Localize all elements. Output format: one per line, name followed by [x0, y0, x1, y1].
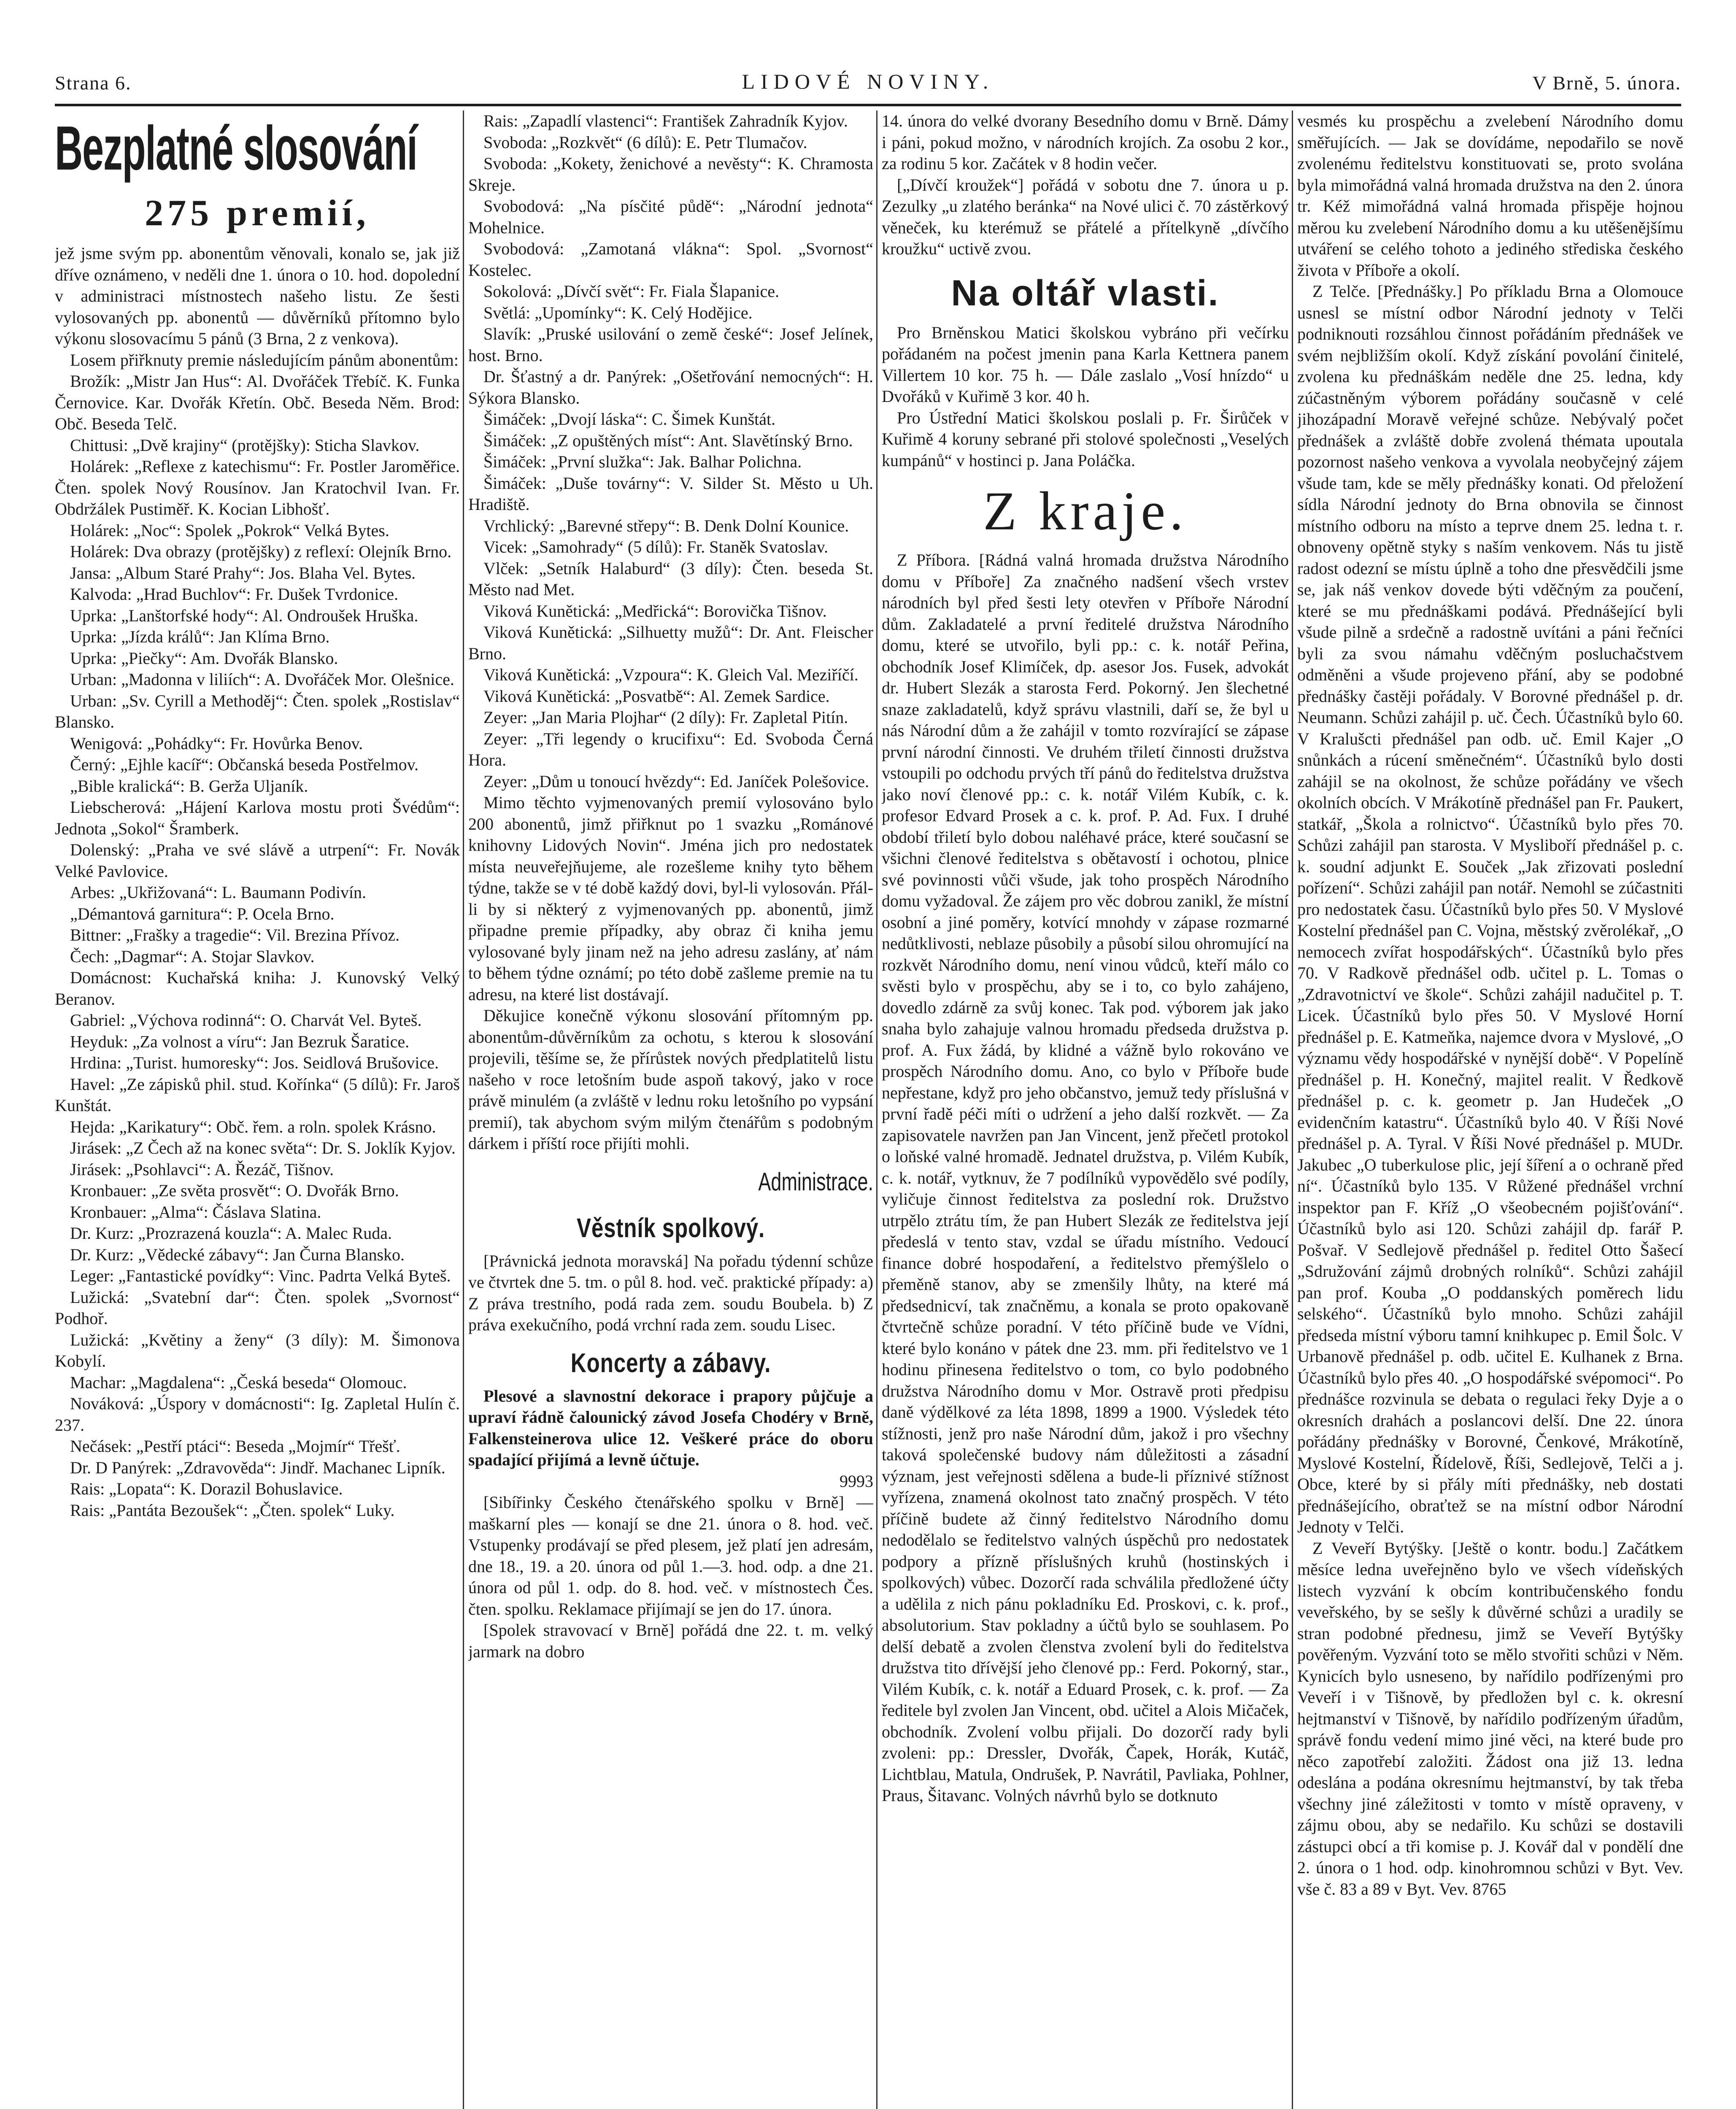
list-item: Holárek: „Reflexe z katechismu“: Fr. Postler Jaroměřice. Čten. spolek Nový Rousínov. Jan Kratochvil Ivan. Fr. Obdržálek Pustiměř. K. Kocian Libhošť. [55, 457, 460, 518]
article-paragraph: [Právnická jednota moravská] Na pořadu týdenní schůze ve čtvrtek dne 5. tm. o půl 8. hod. več. praktické případy: a) Z práva trestního, podá rada zem. soudu Boubela. b) Z práva exekučního, podá vrchní rada zem. soudu Lisec. [468, 1251, 873, 1334]
article-paragraph: Mimo těchto vyjmenovaných premií vylosováno bylo 200 abonentů, jimž přiřknut po 1 svazku „Románové knihovny Lidových Novin“. Jména jich pro nedostatek místa neuveřejňujeme, ale rozešleme knihy tyto během týdne, takže se v té době každý dovi, byl-li vylosován. Přál-li by si některý z vyjmenovaných pp. abonentů, jimž připadne premie případky, aby obraz či kniha jemu vylosované byly jinam než na jeho adresu zaslány, ať nám to během týdne oznámí; po této době zašleme premie na tu adresu, na které list dostávají. [468, 793, 873, 1004]
list-item: Jirásek: „Z Čech až na konec světa“: Dr. S. Joklík Kyjov. [70, 1138, 456, 1157]
article-paragraph: Losem přiřknuty premie následujícím pánům abonentům: [70, 350, 459, 369]
section-heading-oltar: Na oltář vlasti. [951, 272, 1220, 313]
article-paragraph: Děkujice konečně výkonu slosování přítomným pp. abonentům-důvěrníkům za ochotu, s kterou k slosování projevili, těšíme se, že přírůstek nových předplatitelů listu našeho v roce letošním bude aspoň takový, jako v roce právě minulém (a zvláště v lednu roku letošního po vypsání premií), tak abychom svým milým čtenářům s podobným dárkem i příští roce přijíti mohli. [468, 1006, 873, 1153]
list-item: Jirásek: „Psohlavci“: A. Řezáč, Tišnov. [70, 1160, 334, 1179]
article-paragraph: 14. února do velké dvorany Besedního domu v Brně. Dámy i páni, pokud možno, v národních krojích. Za osobu 2 kor., za rodinu 5 kor. Začátek v 8 hodin večer. [882, 111, 1289, 173]
article-paragraph: Z Příbora. [Rádná valná hromada družstva Národního domu v Příboře] Za značného nadšení všech vrstev národních byl před šesti lety otevřen v Příboře Národní dům. Zakladatelé a první ředitelé družstva Národního domu, které se utvořilo, byli pp.: c. k. notář Peřina, obchodník Josef Klimíček, dp. asesor Jos. Fusek, advokát dr. Hubert Slezák a starosta Ferd. Pokorný. Jen šlechetné snaze zakladatelů, když správu vlastnili, daří se, že byl u nás Národní dům a že zahájil v tomto rozvírající se zápase první národní činnosti. Ve druhém třiletí činnosti družstva vstoupili po odchodu prvých tří pánů do ředitelstva družstva jako noví členové pp.: c. k. notář Vilém Kubík, c. k. profesor Edvard Prosek a c. k. prof. P. Ad. Fux. I druhé období třiletí bylo dobou naléhavé práce, které současní se všichni členové ředitelstva s obětavostí i ochotou, plnice své povinnosti vůči všude, jak toho prospěch Národního domu vyžadoval. Že zájem pro věc dobrou zanikl, že místní osobní a jiné poměry, kotvící mnohdy v zápase rozmarné nedůtklivosti, neblaze působily a působí silou ohromující na rozkvět Národního domu, není vinou vůdců, kteří málo co svěsti bylo v prospěchu, aby se i to, co bylo zahájeno, dovedlo zdárně za svůj konec. Tak pod. výborem jak jako snaha bylo zahajuje valnou hromadu předseda družstva p. prof. A. Fux žádá, by klidné a vážně bylo rokováno ve prospěch Národního domu. Ano, co bylo v Příboře bude nepřestane, když pro jeho občanstvo, jemuž tedy příslušná v první řadě péči míti o udržení a jeho další rozkvět. — Za zapisovatele navržen pan Jan Vincent, jenž přečetl protokol o loňské valné hromadě. Jednatel družstva, p. Vilém Kubík, c. k. notář, vytknuv, že 7 podílníků vypovědělo své podíly, vyličuje činnost ředitelstva za poslední rok. Družstvo utrpělo ztrátu tím, že pan Hubert Slezák ze ředitelstva její předeslá v tento stav, vzdal se úřadu místního. Vedoucí finance dobré hospodaření, a ředitelstvo přemýšlelo o přeměně stanov, aby se zmenšily lhůty, na které má předsednicví, tak značněmu, a konala se proto opakovaně čtvrtečně schůze poradní. V této příčině bude ve Vídni, které bylo konáno v pátek dne 23. mm. při ředitelstvo ve 1 hodinu přinesena ředitelstvo o tom, co bylo podobného družstva Národního domu v Mor. Ostravě proti předpisu daně výdělkové za léta 1898, 1899 a 1900. Výsledek této stížnosti, jenž pro naše Národní dům, jakož i pro všechny taková společenské budovy nám důležitosti a zásadní význam, jest veřejnosti sdělena a bude-li příznivé stížnost vyřízena, znamená okolnost tato značný prospěch. V této příčině budete až činný ředitelstvo Národního domu nedodělalo se ředitelstvo valných úspěchů pro nedostatek podpory a přízně příslušných kruhů (hostinských i spolkových) vůbec. Dozorčí rada schválila předložené účty a udělila z nich pánu pokladníku Ed. Proskovi, c. k. prof., absolutorium. Stav pokladny a účtů bylo se souhlasem. Po delší debatě a zvolen členstva zvolení byli do ředitelstva družstva tito dřívější jeho členové pp.: Ferd. Pokorný, star., Vilém Kubík, c. k. notář a Eduard Prosek, c. k. prof. — Za ředitele byl zvolen Jan Vincent, obd. učitel a Alois Mičaček, obchodník. Zvolení volbu přijali. Do dozorčí rady byli zvoleni: pp.: Dressler, Dvořák, Čapek, Horák, Kutáč, Lichtblau, Matula, Ondrušek, P. Navrátil, Pavliaka, Pohlner, Praus, Šitavanc. Volných návrhů bylo se dotknuto [882, 550, 1289, 1805]
list-item: Hrdina: „Turist. humoresky“: Jos. Seidlová Brušovice. [70, 1053, 439, 1072]
list-item: Čech: „Dagmar“: A. Stojar Slavkov. [70, 947, 315, 966]
list-item: Nečásek: „Pestří ptáci“: Beseda „Mojmír“ Třešť. [70, 1437, 400, 1456]
list-item: Viková Kunětická: „Posvatbě“: Al. Zemek Sardice. [483, 686, 830, 706]
column-4 [1297, 111, 1683, 2109]
list-item: Svoboda: „Kokety, ženichové a nevěsty“: K. Chramosta Skreje. [468, 154, 873, 194]
article-paragraph: Z Telče. [Přednášky.] Po příkladu Brna a Olomouce usnesl se místní odbor Národní jednoty v Telči podniknouti rozsáhlou činnost pořádáním přednášek ve svém nejbližším okolí. Když získání povolání činitelé, zvolena ku přednáškám neděle dne 25. ledna, kdy zúčastněným výborem pořádány současně v celé jihozápadní Moravě veřejné schůze. Nebývalý počet přednášek a zvláště dobře zvolená thémata upoutala pozornost našeho venkova a vyvolala neobyčejný zájem všude tam, kde se měly přednášky konati. Od přeložení sídla Národní jednoty do Brna obnovila se činnost místního odboru na místo a teprve dnem 25. ledna t. r. obnoveny opětně styky s naším venkovem. Nás tu jistě radost odezní se místu úplně a toho dne přesvědčili jsme se, jak náš venkov dovede býti vděčným za poučení, které se mu přednáškami podává. Přednášející byli všude pilně a srdečně a radostně uvítáni a páni řečníci byli za svou námahu vděčným posluchačstvem odměněni a všude projeveno přání, aby se podobné přednášky častěji pořádaly. V Borovné přednášel p. dr. Neumann. Schůzi zahájil p. uč. Čech. Účastníků bylo 60. V Kralušcti přednášel pan odb. uč. Emil Kajer „O snůnkách a rúcení směnečném“. Účastníků bylo dosti zahájil se na okolnost, že schůze pořádány ve všech okolních obcích. V Mrákotíně přednášel pan Fr. Paukert, statkář, „Škola a rolnictvo“. Účastníků bylo přes 70. Schůzi zahájil pan starosta. V Mysliboří přednášel p. c. k. soudní adjunkt E. Souček „Jak zřizovati poslední pořízení“. Schůzi zahájil pan notář. Nemohl se zúčastniti pro nedostatek času. Účastníků bylo přes 50. V Myslové Kostelní přednášel pan C. Vojna, městský zvěrolékař, „O nemocech zvířat hospodářských“. Účastníků bylo přes 70. V Radkově přednášel odb. učitel p. L. Tomas o „Zdravotnictví ve škole“. Schůzi zahájil nadučitel p. T. Licek. Účastníků bylo přes 50. V Myslové Horní přednášel p. E. Katmeňka, najemce dvora v Myslové, „O významu vědy hospodářské v nynější době“. V Popelíně přednášel p. H. Konečný, majitel realit. V Ředkově přednášel p. c. k. geometr p. Jan Hudeček „O evidenčním katastru“. Účastníků bylo 40. V Říši Nové přednášel p. A. Tyral. V Říši Nové přednášel p. MUDr. Jakubec „O tuberkulose plic, její šíření a o ochraně před ní“. Účastníků bylo 135. V Růžené přednášel vrchní inspektor pan F. Kříž „O všeobecném pojišťování“. Účastníků bylo asi 120. Schůzi zahájil dp. farář P. Pošvař. V Sedlejově přednášel p. ředitel Otto Šašecí „Sdružování zájmů drobných rolníků“. Schůzi zahájil pan prof. Kouba „O poddanských poměrech lidu selského“. Účastníků bylo mnoho. Schůzi zahájil předseda místní výboru tamní knihkupec p. Emil Šolc. V Urbanově přednášel p. odb. učitel E. Kulhanek z Brna. Účastníků bylo přes 40. „O hospodářské svépomoci“. Po přednášce rozvinula se debata o regulaci řeky Dyje a o okresních drahách a poslancovi delší. Dne 22. února pořádány přednášky v Borovné, Čenkové, Mrákotíně, Myslové Kostelní, Řídelově, Říši, Sedlejově, Telči a j. Obce, které by si přály míti přednášky, neb dostati přednášejícího, obraťtež se na místní odbor Národní Jednoty v Telči. [1297, 282, 1683, 1536]
article-paragraph: Pro Ústřední Matici školskou poslali p. Fr. Širůček v Kuřimě 4 koruny sebrané při stolové společnosti „Veselých kumpánů“ v hostinci p. Jana Poláčka. [882, 408, 1289, 470]
list-item: Machar: „Magdalena“: „Česká beseda“ Olomouc. [70, 1373, 407, 1392]
article-paragraph: jež jsme svým pp. abonentům věnovali, konalo se, jak již dříve oznámeno, v neděli dne 1. února o 10. hod. dopolední v administraci místnostech našeho listu. Ze šesti vylosovaných pp. abonentů — důvěrníků přítomno bylo výkonu slosovacímu 5 pánů (3 Brna, 2 z venkova). [55, 244, 460, 348]
list-item: Dr. Kurz: „Prozrazená kouzla“: A. Malec Ruda. [70, 1224, 392, 1243]
list-item: Urban: „Sv. Cyrill a Methoděj“: Čten. spolek „Rostislav“ Blansko. [55, 691, 460, 731]
list-item: Arbes: „Ukřižovaná“: L. Baumann Podivín. [70, 883, 367, 902]
advert-paragraph: Plesové a slavnostní dekorace i prapory půjčuje a upraví řádně čalounický závod Josefa Chodéry v Brně, Falkensteinerova ulice 12. Veškeré práce do oboru spadající přijímá a levně účtuje. [468, 1386, 873, 1469]
dateline: V Brně, 5. února. [1532, 72, 1681, 94]
list-item: Zeyer: „Jan Maria Plojhar“ (2 díly): Fr. Zapletal Pitín. [483, 708, 848, 727]
list-item: Liebscherová: „Hájení Karlova mostu proti Švédům“: Jednota „Sokol“ Šramberk. [55, 798, 460, 838]
column-3 [882, 111, 1289, 2109]
list-item: Viková Kunětická: „Silhuetty mužů“: Dr. Ant. Fleischer Brno. [468, 623, 873, 663]
page-header [55, 63, 1681, 101]
list-item: Svoboda: „Rozkvět“ (6 dílů): E. Petr Tlumačov. [483, 132, 807, 152]
subheadline-premie: 275 premií, [145, 193, 370, 234]
list-item: Slavík: „Pruské usilování o země české“: Josef Jelínek, host. Brno. [468, 324, 873, 365]
list-item: „Bible kralická“: B. Gerža Uljaník. [70, 776, 308, 796]
headline-slosovani: Bezplatné slosování [55, 113, 417, 183]
list-item: Zeyer: „Tři legendy o krucifixu“: Ed. Svoboda Černá Hora. [468, 729, 873, 769]
header-rule [55, 104, 1681, 106]
list-item: Rais: „Pantáta Bezoušek“: „Čten. spolek“ Luky. [70, 1500, 395, 1520]
column-divider [1292, 111, 1293, 2109]
page-number: Strana 6. [55, 72, 132, 94]
list-item: Holárek: Dva obrazy (protějšky) z reflexí: Olejník Brno. [70, 542, 452, 561]
list-item: Jansa: „Album Staré Prahy“: Jos. Blaha Vel. Bytes. [70, 563, 416, 583]
list-item: Domácnost: Kuchařská kniha: J. Kunovský Velký Beranov. [55, 968, 460, 1009]
section-heading-vestnik: Věstník spolkový. [576, 1212, 765, 1243]
list-item: Rais: „Lopata“: K. Dorazil Bohuslavice. [70, 1479, 343, 1498]
column-divider [463, 111, 464, 2109]
masthead-title: LIDOVÉ NOVINY. [742, 70, 994, 93]
list-item: Chittusi: „Dvě krajiny“ (protějšky): Sticha Slavkov. [70, 435, 420, 455]
list-item: Dr. Šťastný a dr. Panýrek: „Ošetřování nemocných“: H. Sýkora Blansko. [468, 367, 873, 407]
list-item: Sokolová: „Dívčí svět“: Fr. Fiala Šlapanice. [483, 282, 779, 301]
list-item: Urban: „Madonna v liliích“: A. Dvořáček Mor. Olešnice. [70, 670, 454, 689]
list-item: Kronbauer: „Alma“: Čáslava Slatina. [70, 1202, 321, 1222]
article-paragraph: vesmés ku prospěchu a zvelebení Národního domu směřujících. — Jak se dovídáme, nepodařilo se nově zvolenému ředitelstvu konstituovati se, proto svolána byla mimořádná valná hromada družstva na den 2. února tr. Kéž mimořádná valná hromada přispěje hojnou měrou ku zvelebení Národního domu a ku utěšenějšímu utváření se celého tohoto a jediného střediska českého života v Příboře a okolí. [1297, 111, 1683, 280]
list-item: Havel: „Ze zápisků phil. stud. Kořínka“ (5 dílů): Fr. Jaroš Kunštát. [55, 1074, 460, 1115]
list-item: Viková Kunětická: „Medřická“: Borovička Tišnov. [483, 601, 827, 620]
list-item: Rais: „Zapadlí vlastenci“: František Zahradník Kyjov. [483, 111, 848, 130]
list-item: Zeyer: „Dům u tonoucí hvězdy“: Ed. Janíček Polešovice. [483, 771, 869, 791]
list-item: Viková Kunětická: „Vzpoura“: K. Gleich Val. Meziříčí. [483, 665, 859, 684]
list-item: Vicek: „Samohrady“ (5 dílů): Fr. Staněk Svatoslav. [483, 537, 829, 556]
list-item: Černý: „Ejhle kacíř“: Občanská beseda Postřelmov. [70, 755, 419, 774]
section-heading-kraje: Z kraje. [983, 481, 1188, 542]
list-item: Kronbauer: „Ze světa prosvět“: O. Dvořák Brno. [70, 1181, 399, 1200]
administrace-signature: Administrace. [758, 1167, 873, 1196]
article-paragraph: Z Veveří Bytýšky. [Ještě o kontr. bodu.] Začátkem měsíce ledna uveřejněno bylo ve všech vídeňských listech vyzvání k obcím kontribučenského fondu veveřského, by se sešly k důvěrné schůzi a uradily se stran podobné přednesu, jimž se Veveří Bytýšky pověřeným. Vyzvání toto se mělo stvořiti schůzi v Něm. Kynicích bylo usneseno, by nařídilo podřízenými pro Veveří i v Tišnově, by předložen byl c. k. okresní hejtmanství v Tišnově, by nařídilo podřízeným úřadům, správě fondu vedení mimo jiné věci, na které bude pro něco zapotřebí založiti. Žádost ona již 13. ledna odeslána a podána okresnímu hejtmanství, by tak třeba všechny jiné záležitosti v tomto v místě opraveny, v zájmu obou, aby se nedařilo. Ku schůzi se dostavili zástupci obcí a tři komise p. J. Kovář dal v pondělí dne 2. února o 1 hod. odp. kinohromnou schůzi v Byt. Vev. vše č. 83 a 89 v Byt. Vev. 8765 [1297, 1538, 1683, 1899]
list-item: Dr. D Panýrek: „Zdravověda“: Jindř. Machanec Lipník. [70, 1458, 445, 1477]
list-item: Wenigová: „Pohádky“: Fr. Hovůrka Benov. [70, 734, 363, 753]
list-item: „Démantová garnitura“: P. Ocela Brno. [70, 904, 335, 923]
column-2 [468, 111, 873, 2109]
column-divider [876, 111, 877, 2109]
list-item: Šimáček: „První služka“: Jak. Balhar Polichna. [483, 452, 802, 471]
advert-number: 9993 [840, 1471, 873, 1491]
list-item: Vlček: „Setník Halaburd“ (3 díly): Čten. beseda St. Město nad Met. [468, 558, 873, 599]
list-item: Bittner: „Frašky a tragedie“: Vil. Brezina Přívoz. [70, 925, 400, 944]
list-item: Svobodová: „Zamotaná vlákna“: Spol. „Svornost“ Kostelec. [468, 239, 873, 280]
list-item: Šimáček: „Z opuštěných míst“: Ant. Slavětínský Brno. [483, 431, 853, 450]
list-item: Leger: „Fantastické povídky“: Vinc. Padrta Velká Byteš. [70, 1266, 451, 1285]
article-paragraph: [Spolek stravovací v Brně] pořádá dne 22. t. m. velký jarmark na dobro [468, 1621, 873, 1661]
list-item: Uprka: „Lanštorfské hody“: Al. Ondroušek Hruška. [70, 606, 418, 625]
list-item: Vrchlický: „Barevné střepy“: B. Denk Dolní Kounice. [483, 516, 849, 535]
list-item: Šimáček: „Duše továrny“: V. Silder St. Město u Uh. Hradiště. [468, 473, 873, 514]
list-item: Hejda: „Karikatury“: Obč. řem. a roln. spolek Krásno. [70, 1117, 436, 1136]
list-item: Uprka: „Jízda králů“: Jan Klíma Brno. [70, 627, 330, 646]
list-item: Nováková: „Úspory v domácnosti“: Ig. Zapletal Hulín č. 237. [55, 1394, 460, 1435]
list-item: Heyduk: „Za volnost a víru“: Jan Bezruk Šaratice. [70, 1032, 410, 1051]
list-item: Lužická: „Svatební dar“: Čten. spolek „Svornost“ Podhoř. [55, 1287, 460, 1328]
list-item: Šimáček: „Dvojí láska“: C. Šimek Kunštát. [483, 410, 776, 429]
list-item: Holárek: „Noc“: Spolek „Pokrok“ Velká Bytes. [70, 521, 389, 540]
list-item: Kalvoda: „Hrad Buchlov“: Fr. Dušek Tvrdonice. [70, 585, 398, 604]
column-1 [55, 111, 460, 2109]
list-item: Brožík: „Mistr Jan Hus“: Al. Dvořáček Třebíč. K. Funka Černovice. Kar. Dvořák Křetín. Obč. Beseda Něm. Brod: Obč. Beseda Telč. [55, 372, 460, 433]
section-heading-koncerty: Koncerty a zábavy. [570, 1347, 771, 1378]
list-item: Dr. Kurz: „Vědecké zábavy“: Jan Čurna Blansko. [70, 1245, 405, 1264]
list-item: Lužická: „Květiny a ženy“ (3 díly): M. Šimonova Kobylí. [55, 1330, 460, 1370]
article-paragraph: [Sibířinky Českého čtenářského spolku v Brně] — maškarní ples — konají se dne 21. února o 8. hod. več. Vstupenky prodávají se před plesem, jež platí jen adresám, dne 18., 19. a 20. února od půl 1.—3. hod. odp. a dne 21. února od půl 1. odp. do 8. hod. več. v místnostech Čes. čten. spolku. Reklamace přijímají se jen do 17. února. [468, 1493, 873, 1618]
list-item: Svobodová: „Na písčité půdě“: „Národní jednota“ Mohelnice. [468, 197, 873, 237]
list-item: Gabriel: „Výchova rodinná“: O. Charvát Vel. Byteš. [70, 1011, 422, 1030]
list-item: Světlá: „Upomínky“: K. Celý Hodějice. [483, 303, 753, 322]
article-paragraph: [„Dívčí kroužek“] pořádá v sobotu dne 7. února u p. Zezulky „u zlatého beránka“ na Nové ulici č. 70 zástěrkový věneček, ku kterémuž se přátelé a přítelkyně „dívčího kroužku“ uctivě zvou. [882, 175, 1289, 258]
list-item: Uprka: „Piečky“: Am. Dvořák Blansko. [70, 648, 338, 668]
list-item: Dolenský: „Praha ve své slávě a utrpení“: Fr. Novák Velké Pavlovice. [55, 840, 460, 881]
article-paragraph: Pro Brněnskou Matici školskou vybráno při večírku pořádaném na počest jmenin pana Karla Kettnera panem Villertem 10 kor. 75 h. — Dále zaslalo „Vosí hnízdo“ u Dvořáků v Kuřimě 3 kor. 40 h. [882, 323, 1289, 406]
